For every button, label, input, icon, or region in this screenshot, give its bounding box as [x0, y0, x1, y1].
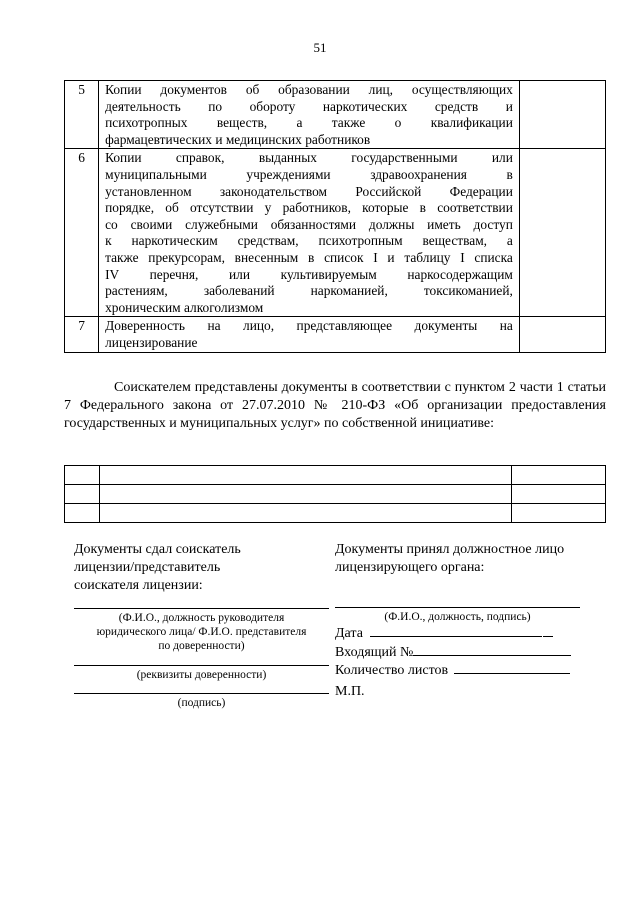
- proxy-details-line[interactable]: [74, 665, 329, 666]
- row-text-line: психотропных веществ, а также о квалификации: [105, 115, 513, 131]
- submitter-signature-caption: (подпись): [177, 697, 226, 709]
- row-text: [99, 317, 520, 352]
- date-input-line[interactable]: [370, 624, 542, 637]
- row-number: 7: [65, 317, 99, 352]
- blank-cell[interactable]: [512, 485, 606, 504]
- row-number: 6: [65, 149, 99, 317]
- incoming-number-field: [335, 643, 571, 661]
- submitter-heading-line: лицензии/представитель: [74, 560, 221, 575]
- receiver-fio-caption: (Ф.И.О., должность, подпись): [384, 611, 531, 623]
- incoming-number-label: Входящий №: [335, 645, 414, 660]
- blank-cell[interactable]: [65, 504, 100, 523]
- row-text-line: растениям, заболеваний наркоманией, токсикоманией,: [105, 283, 513, 299]
- row-text: [99, 81, 520, 149]
- sheet-count-field: [335, 661, 570, 679]
- row-text-line: муниципальными учреждениями здравоохранения в: [105, 166, 513, 182]
- row-text-line: Копии справок, выданных государственными или: [105, 150, 513, 166]
- row-number: 5: [65, 81, 99, 149]
- blank-cell[interactable]: [100, 504, 512, 523]
- row-text-line: IV перечня, или культивируемым наркосодержащим: [105, 266, 513, 282]
- receiver-heading-line: лицензирующего органа:: [335, 560, 485, 575]
- receiver-heading-line: Документы принял должностное лицо: [335, 542, 565, 557]
- row-text-line: к наркотическим средствам, психотропным веществам, а: [105, 233, 513, 249]
- table-row: [65, 317, 606, 352]
- submitter-heading-line: соискателя лицензии:: [74, 578, 203, 593]
- table-row: [65, 81, 606, 149]
- submitter-fio-caption: [74, 611, 329, 653]
- blank-cell[interactable]: [100, 485, 512, 504]
- row-mark-cell: [519, 317, 605, 352]
- submission-paragraph: Соискателем представлены документы в соответствии с пунктом 2 части 1 статьи 7 Федерального закона от 27.07.2010 № 210-ФЗ «Об организации предоставления государственных и муниципальных услуг» по собственной инициативе:: [64, 380, 606, 431]
- table-row: [65, 466, 606, 485]
- receiver-fio-line[interactable]: [335, 607, 580, 608]
- proxy-details-caption: (реквизиты доверенности): [136, 669, 267, 681]
- caption-line: юридического лица/ Ф.И.О. представителя: [96, 626, 307, 638]
- row-text-line: Доверенность на лицо, представляющее документы на: [105, 318, 513, 334]
- row-text-line: Копии документов об образовании лиц, осуществляющих: [105, 82, 513, 97]
- row-text-line: порядке, об отсутствии у работников, которые в соответствии: [105, 200, 513, 216]
- submitter-fio-line[interactable]: [74, 608, 329, 609]
- submitter-signature-line[interactable]: [74, 693, 329, 694]
- page-number: 51: [313, 40, 327, 55]
- row-text-line: деятельность по обороту наркотических средств и: [105, 98, 513, 114]
- receiver-heading: [335, 541, 605, 577]
- seal-place: М.П.: [335, 684, 365, 699]
- table-row: [65, 485, 606, 504]
- blank-cell[interactable]: [65, 485, 100, 504]
- blank-cell[interactable]: [65, 466, 100, 485]
- sheet-count-label: Количество листов: [335, 663, 449, 678]
- blank-cell[interactable]: [512, 466, 606, 485]
- sheet-count-input-line[interactable]: [454, 661, 570, 674]
- incoming-number-input-line[interactable]: [413, 643, 571, 656]
- date-field: [335, 624, 553, 642]
- date-input-line-tail[interactable]: [543, 624, 553, 637]
- submitter-heading: [74, 541, 324, 595]
- row-text-line: хроническим алкоголизмом: [105, 299, 264, 315]
- caption-line: по доверенности): [158, 640, 245, 652]
- row-text-line: со своими служебными обязанностями должны иметь доступ: [105, 216, 513, 232]
- row-mark-cell: [519, 149, 605, 317]
- additional-documents-table: [64, 465, 606, 523]
- submitter-heading-line: Документы сдал соискатель: [74, 542, 241, 557]
- row-text-line: также прекурсорам, внесенным в список I и таблицу I списка: [105, 249, 513, 265]
- row-text: [99, 149, 520, 317]
- row-mark-cell: [519, 81, 605, 149]
- caption-line: (Ф.И.О., должность руководителя: [118, 612, 285, 624]
- blank-cell[interactable]: [512, 504, 606, 523]
- row-text-line: фармацевтических и медицинских работников: [105, 131, 371, 147]
- row-text-line: лицензирование: [105, 334, 198, 350]
- table-row: [65, 149, 606, 317]
- row-text-line: установленном законодательством Российской Федерации: [105, 183, 513, 199]
- table-row: [65, 504, 606, 523]
- documents-table: [64, 80, 606, 353]
- blank-cell[interactable]: [100, 466, 512, 485]
- date-label: Дата: [335, 626, 363, 641]
